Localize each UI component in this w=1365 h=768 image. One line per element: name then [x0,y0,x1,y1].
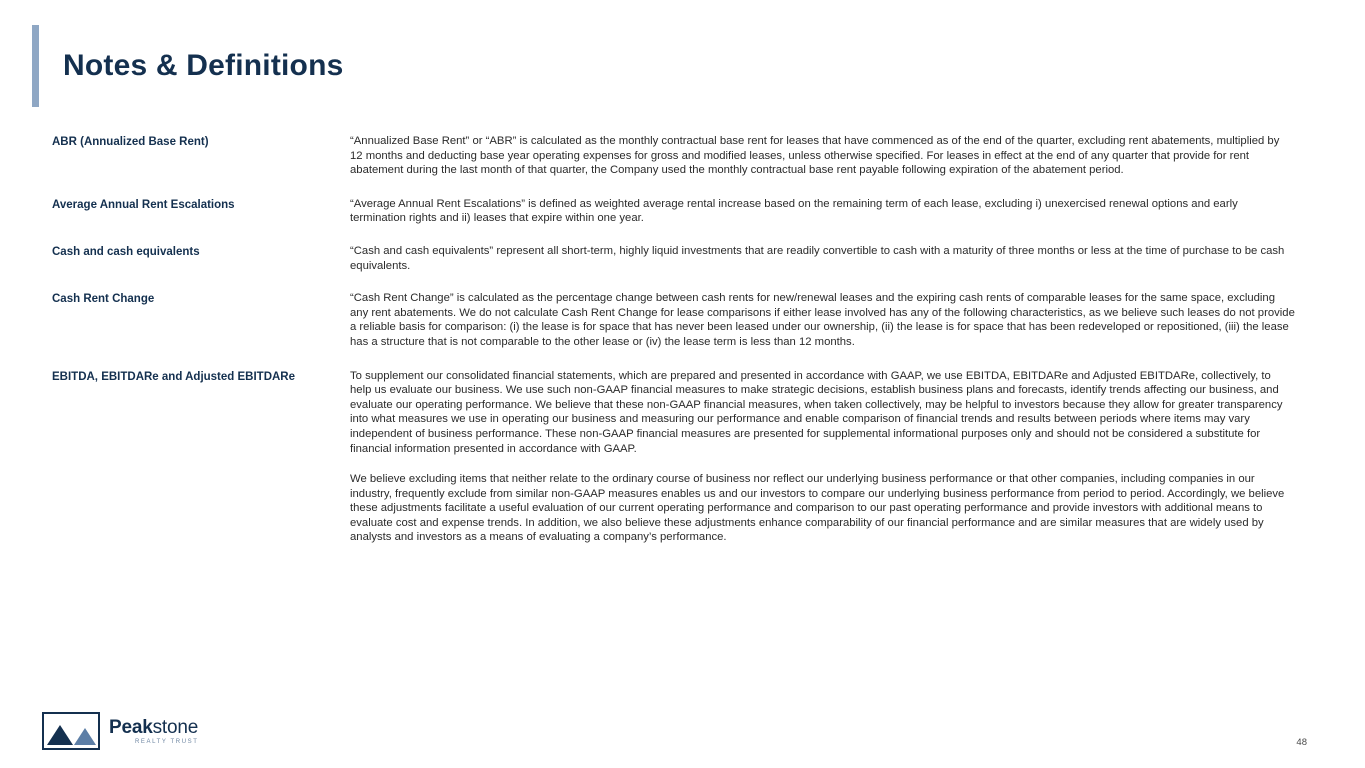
logo-name-light: stone [152,716,199,738]
definition-paragraph: “Annualized Base Rent” or “ABR” is calculated as the monthly contractual base rent for leases that have commenced as of the end of the quarter, excluding rent abatements, multiplied by 12 months and deducting base year operating expenses for gross and modified leases, unless otherwise specified. For leases in effect at the end of any quarter that provide for rent abatement during the last month of that quarter, the Company used the monthly contractual base rent payable following expiration of the abatement period. [350,135,1280,177]
logo-wordmark [109,718,199,745]
definition-term: ABR (Annualized Base Rent) [52,136,209,148]
definition-term: Cash and cash equivalents [52,245,200,258]
logo-triangle-right [74,728,96,745]
definitions-list [52,134,1302,559]
definition-body [350,197,1295,226]
logo-name [109,718,199,738]
logo-triangle-left [47,725,73,745]
logo-tagline: REALTY TRUST [135,738,199,745]
definition-body [350,244,1295,273]
definition-term: Cash Rent Change [52,293,155,306]
definition-term: Average Annual Rent Escalations [52,198,235,211]
definition-term: EBITDA, EBITDARe and Adjusted EBITDARe [52,370,296,383]
definition-paragraph: “Average Annual Rent Escalations” is defined as weighted average rental increase based on the remaining term of each lease, excluding i) unexercised renewal options and early termination rights and ii) leases that expire within one year. [350,197,1238,225]
definition-row [52,291,1302,349]
definition-paragraph: “Cash and cash equivalents” represent all short-term, highly liquid investments that are readily convertible to cash with a maturity of three months or less at the time of purchase to be cash equivalents. [350,244,1285,272]
logo-mark-icon [42,712,100,750]
definition-body [350,291,1295,349]
page-title: Notes & Definitions [63,49,344,82]
definition-row [52,369,1302,546]
definition-row [52,134,1302,178]
definition-body [350,134,1295,178]
page-title-block [32,25,343,107]
company-logo [42,712,199,750]
title-accent-bar [32,25,39,107]
definition-paragraph: To supplement our consolidated financial statements, which are prepared and presented in accordance with GAAP, we use EBITDA, EBITDARe and Adjusted EBITDARe, collectively, to help us evaluate our business. We use such non-GAAP financial measures to make strategic decisions, establish business plans and forecasts, identify trends affecting our business, and evaluate our operating performance. We believe that these non-GAAP financial measures, when taken collectively, may be helpful to investors because they allow for greater transparency into what measures we use in operating our business and measuring our performance and enable comparison of financial trends and results between periods where items may vary independent of business performance. These non-GAAP financial measures are presented for supplemental informational purposes only and should not be considered a substitute for financial information presented in accordance with GAAP. [350,369,1283,455]
definition-paragraph: We believe excluding items that neither relate to the ordinary course of business nor reflect our underlying business performance or that other companies, including companies in our industry, frequently exclude from similar non-GAAP measures enables us and our investors to compare our underlying business performance from period to period. Accordingly, we believe these adjustments facilitate a useful evaluation of our current operating performance and comparison to our past operating performance and provide investors with additional means to evaluate cost and expense trends. In addition, we also believe these adjustments enhance comparability of our financial performance and are similar measures that are widely used by analysts and investors as a means of evaluating a company’s performance. [350,473,1285,544]
definition-row [52,197,1302,226]
page-number: 48 [1296,737,1307,748]
definition-paragraph: “Cash Rent Change” is calculated as the percentage change between cash rents for new/renewal leases and the expiring cash rents of comparable leases for the same space, excluding any rent abatements. We do not calculate Cash Rent Change for lease comparisons if either lease involved has any of the following characteristics, as we believe such leases do not provide a reliable basis for comparison: (i) the lease is for space that has never been leased under our ownership, (ii) the lease is for space that has been redeveloped or repositioned, (iii) the lease has a structure that is not comparable to the other lease or (iv) the lease term is less than 12 months. [350,292,1295,348]
definition-row [52,244,1302,273]
definition-body [350,369,1295,546]
logo-name-bold: Peak [109,716,153,738]
